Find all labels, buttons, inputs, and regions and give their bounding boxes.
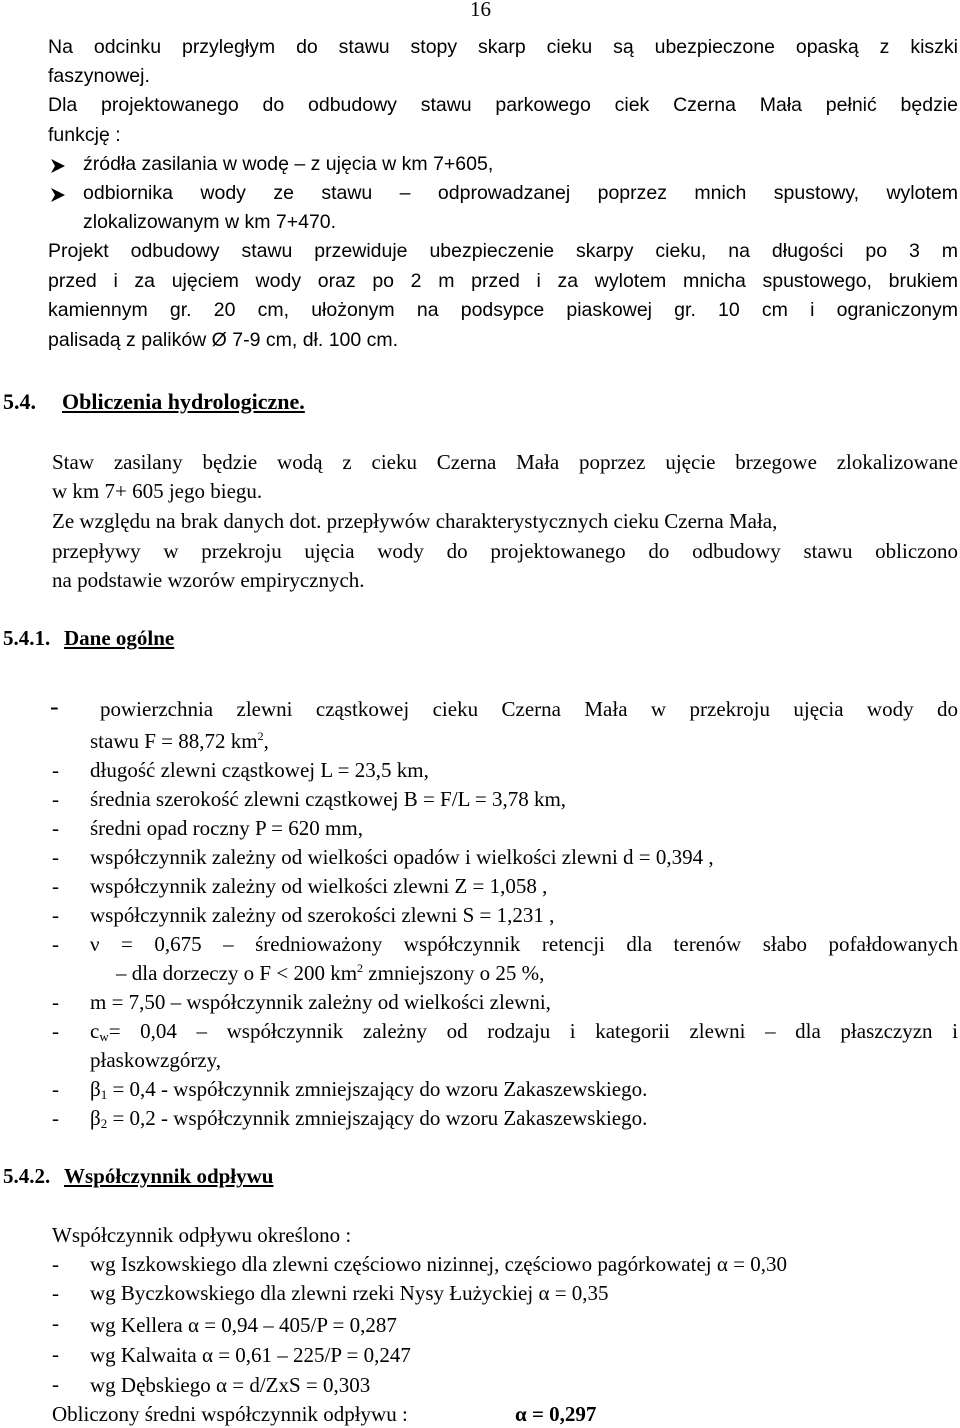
data-item-beta2: $\beta_2 = 0,2$ - współczynnik zmniejszający do wzoru Zakaszewskiego. xyxy=(90,1106,648,1131)
list-dash: - xyxy=(50,692,59,721)
sec54-line-2: w km 7+ 605 jego biegu. xyxy=(52,479,263,503)
list-dash: - xyxy=(52,1342,59,1366)
list-dash: - xyxy=(52,1252,59,1276)
project-line-4: palisadą z palików Ø 7-9 cm, dł. 100 cm. xyxy=(48,329,399,351)
section-5-4-number: 5.4. xyxy=(3,389,36,414)
sec54-line-1: Staw zasilany będzie wodą z cieku Czerna Mała poprzez ujęcie brzegowe zlokalizowane xyxy=(52,450,958,474)
list-dash: - xyxy=(52,1281,59,1305)
list-dash: - xyxy=(52,1077,59,1101)
sec54-line-5: na podstawie wzorów empirycznych. xyxy=(52,568,365,592)
list-dash: - xyxy=(52,990,59,1014)
runoff-item-iszkowski: wg Iszkowskiego dla zlewni częściowo nizinnej, częściowo pagórkowatej α = 0,30 xyxy=(90,1252,787,1276)
sec54-line-4: przepływy w przekroju ujęcia wody do projektowanego do odbudowy stawu obliczono xyxy=(52,539,958,563)
list-dash: - xyxy=(52,816,59,840)
list-dash: - xyxy=(52,845,59,869)
data-item-beta1: $\beta_1 = 0,4$ - współczynnik zmniejszający do wzoru Zakaszewskiego. xyxy=(90,1077,648,1102)
data-item-length: długość zlewni cząstkowej L = 23,5 km, xyxy=(90,758,429,782)
data-item-m: m = 7,50 – współczynnik zależny od wielkości zlewni, xyxy=(90,990,551,1014)
runoff-item-keller: wg Kellera α = 0,94 – 405/P = 0,287 xyxy=(90,1313,397,1337)
page-number: 16 xyxy=(470,0,491,21)
project-line-1: Projekt odbudowy stawu przewiduje ubezpieczenie skarpy cieku, na długości po 3 m xyxy=(48,240,958,262)
data-item-nu-cont: – dla dorzeczy o F < 200 $km^2$ zmniejszony o 25 %, xyxy=(116,961,545,985)
data-item-nu: ν = 0,675 – średnioważony współczynnik retencji dla terenów słabo pofałdowanych xyxy=(90,932,958,956)
data-item-area-cont: stawu F = 88,72 $km^2$, xyxy=(90,729,269,753)
section-5-4-2-number: 5.4.2. xyxy=(3,1164,51,1188)
arrow-bullet-icon xyxy=(50,158,66,174)
intro-line-2: faszynowej. xyxy=(48,65,150,87)
section-5-4-2-title: Współczynnik odpływu xyxy=(64,1164,274,1188)
intro-line-3: Dla projektowanego do odbudowy stawu parkowego ciek Czerna Mała pełnić będzie xyxy=(48,94,958,116)
list-dash: - xyxy=(52,758,59,782)
list-dash: - xyxy=(52,787,59,811)
data-item-area: powierzchnia zlewni cząstkowej cieku Czerna Mała w przekroju ujęcia wody do xyxy=(100,697,958,721)
bullet-receiver: odbiornika wody ze stawu – odprowadzanej poprzez mnich spustowy, wylotem xyxy=(83,182,958,204)
section-5-4-1-title: Dane ogólne xyxy=(64,626,175,650)
data-item-precip: średni opad roczny P = 620 mm, xyxy=(90,816,363,840)
data-item-coef-d: współczynnik zależny od wielkości opadów i wielkości zlewni d = 0,394 , xyxy=(90,845,714,869)
arrow-bullet-icon xyxy=(50,187,66,203)
list-dash: - xyxy=(52,1019,59,1043)
bullet-source: źródła zasilania w wodę – z ujęcia w km 7+605, xyxy=(83,153,494,175)
data-item-coef-z: współczynnik zależny od wielkości zlewni Z = 1,058 , xyxy=(90,874,548,898)
runoff-item-debski: wg Dębskiego α = d/ZxS = 0,303 xyxy=(90,1373,371,1397)
runoff-item-byczkowski: wg Byczkowskiego dla zlewni rzeki Nysy Łużyckiej α = 0,35 xyxy=(90,1281,609,1305)
project-line-2: przed i za ujęciem wody oraz po 2 m przed i za wylotem mnicha spustowego, brukiem xyxy=(48,270,958,292)
runoff-intro: Współczynnik odpływu określono : xyxy=(52,1223,352,1247)
bullet-receiver-cont: zlokalizowanym w km 7+470. xyxy=(83,211,337,233)
sec54-line-3: Ze względu na brak danych dot. przepływów charakterystycznych cieku Czerna Mała, xyxy=(52,509,778,533)
runoff-item-kalwait: wg Kalwaita α = 0,61 – 225/P = 0,247 xyxy=(90,1343,411,1367)
intro-line-4: funkcję : xyxy=(48,124,121,146)
data-item-coef-s: współczynnik zależny od szerokości zlewni S = 1,231 , xyxy=(90,903,555,927)
project-line-3: kamiennym gr. 20 cm, ułożonym na podsypce piaskowej gr. 10 cm i ograniczonym xyxy=(48,299,958,321)
data-item-cw-cont: płaskowzgórzy, xyxy=(90,1048,222,1072)
list-dash: - xyxy=(52,874,59,898)
intro-line-1: Na odcinku przyległym do stawu stopy skarp cieku są ubezpieczone opaską z kiszki xyxy=(48,36,958,58)
runoff-result-label: Obliczony średni współczynnik odpływu : xyxy=(52,1402,408,1426)
section-5-4-1-number: 5.4.1. xyxy=(3,626,51,650)
list-dash: - xyxy=(52,1106,59,1130)
section-5-4-title: Obliczenia hydrologiczne. xyxy=(62,389,305,414)
list-dash: - xyxy=(52,932,59,956)
runoff-result-value: α = 0,297 xyxy=(515,1402,597,1426)
data-item-cw: $c_w$ = 0,04 – współczynnik zależny od rodzaju i kategorii zlewni – dla płaszczyzn i xyxy=(90,1019,958,1044)
list-dash: - xyxy=(52,1311,59,1335)
list-dash: - xyxy=(52,1372,59,1396)
data-item-width: średnia szerokość zlewni cząstkowej B = F/L = 3,78 km, xyxy=(90,787,567,811)
list-dash: - xyxy=(52,903,59,927)
